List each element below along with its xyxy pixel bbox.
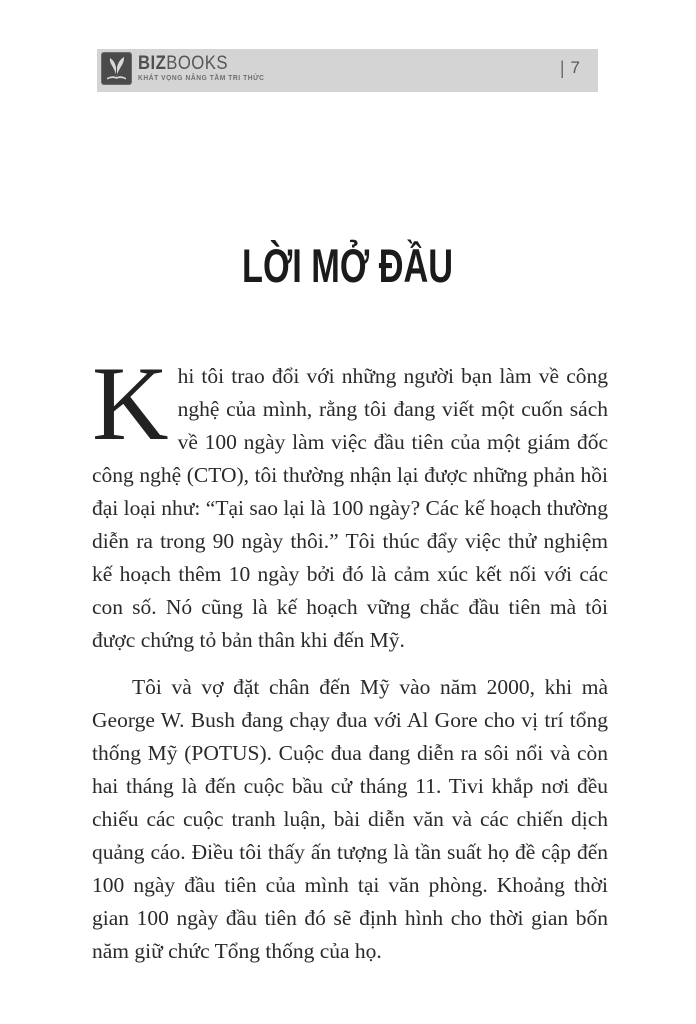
chapter-title-text: LỜI MỞ ĐẦU: [242, 239, 454, 292]
running-header: [97, 49, 598, 87]
body-text: [92, 345, 608, 968]
publisher-logo-text: [138, 54, 271, 82]
dropcap-letter: K: [92, 345, 169, 462]
publisher-name: [138, 54, 255, 73]
page-number-value: 7: [570, 58, 580, 77]
publisher-name-primary: BIZ: [138, 53, 167, 74]
publisher-logo: [101, 52, 271, 85]
paragraph-2: [92, 671, 608, 968]
publisher-tagline: KHÁT VỌNG NÂNG TẦM TRI THỨC: [138, 75, 265, 82]
page-number-separator: |: [559, 57, 565, 78]
paragraph-2-text: Tôi và vợ đặt chân đến Mỹ vào năm 2000, khi mà George W. Bush đang chạy đua với Al Gore cho vị trí tổng thống Mỹ (POTUS). Cuộc đua đang diễn ra sôi nổi và còn hai tháng là đến cuộc bầu cử tháng 11. Tivi khắp nơi đều chiếu các cuộc tranh luận, bài diễn văn và các chiến dịch quảng cáo. Điều tôi thấy ấn tượng là tần suất họ đề cập đến 100 ngày đầu tiên của mình tại văn phòng. Khoảng thời gian 100 ngày đầu tiên đó sẽ định hình cho thời gian bốn năm giữ chức Tổng thống của họ.: [92, 675, 608, 963]
paragraph-1-text: hi tôi trao đổi với những người bạn làm về công nghệ của mình, rằng tôi đang viết một cuốn sách về 100 ngày làm việc đầu tiên của một giám đốc công nghệ (CTO), tôi thường nhận lại được những phản hồi đại loại như: “Tại sao lại là 100 ngày? Các kế hoạch thường diễn ra trong 90 ngày thôi.” Tôi thúc đẩy việc thử nghiệm kế hoạch thêm 10 ngày bởi đó là cảm xúc kết nối với các con số. Nó cũng là kế hoạch vững chắc đầu tiên mà tôi được chứng tỏ bản thân khi đến Mỹ.: [92, 364, 608, 652]
page-number: [560, 58, 580, 79]
bizbooks-logo-icon: [101, 52, 132, 85]
paragraph-1: [92, 345, 608, 657]
publisher-name-secondary: BOOKS: [166, 53, 228, 74]
header-perforated-edge: [97, 87, 598, 92]
chapter-title: [0, 240, 696, 292]
